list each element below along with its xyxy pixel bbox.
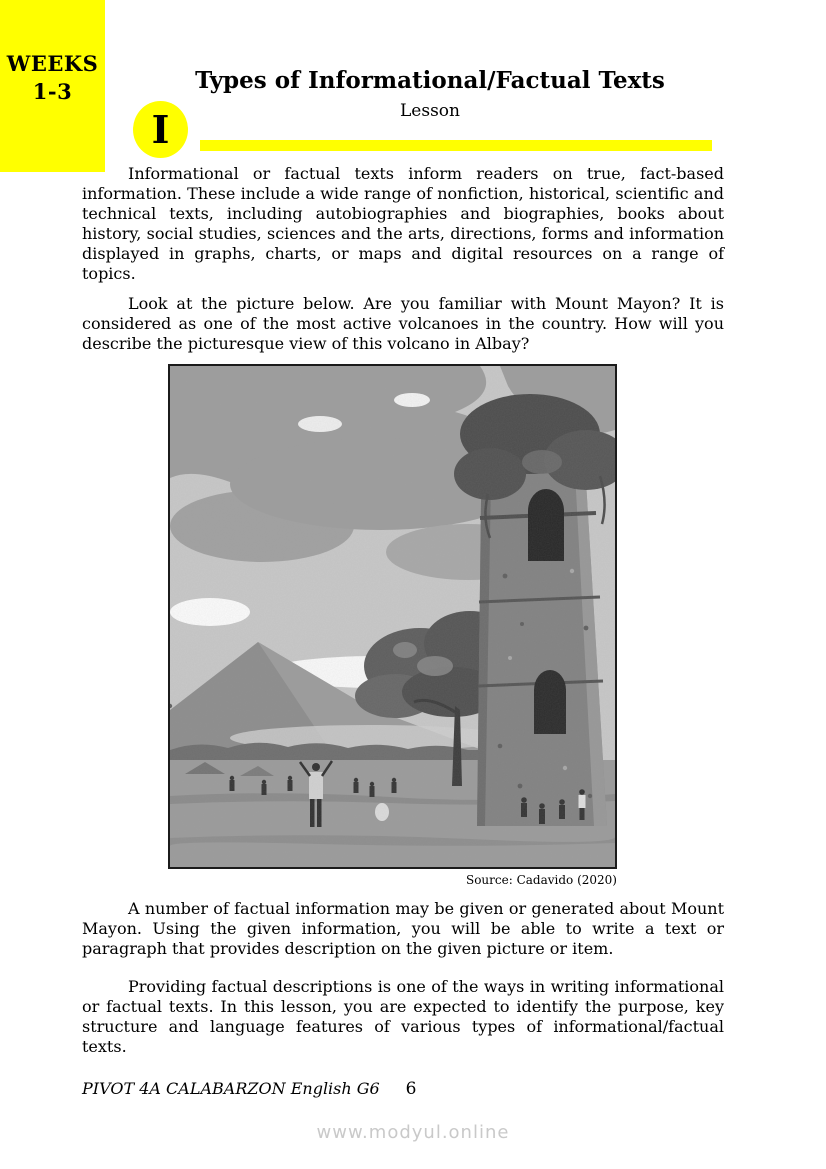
lesson-subtitle: Lesson (400, 101, 460, 121)
title-underline-bar (200, 140, 712, 151)
week-badge (0, 0, 105, 172)
week-badge-line2: 1-3 (32, 79, 73, 104)
mayon-cagsawa-photo (170, 366, 615, 867)
page-title: Types of Informational/Factual Texts (195, 67, 665, 94)
page-number: 6 (405, 1079, 417, 1099)
figure (168, 364, 623, 888)
watermark: www.modyul.online (316, 1122, 510, 1143)
paragraph-factual-info: A number of factual information may be given or generated about Mount Mayon. Using the given information, you will be able to write a text or paragraph that provides description on the given picture or item. (82, 899, 724, 958)
paragraph-look-picture: Look at the picture below. Are you familiar with Mount Mayon? It is considered as one of the most active volcanoes in the country. How will you describe the picturesque view of this volcano in Albay? (82, 294, 724, 353)
lesson-initial-circle (133, 101, 188, 158)
photo-grain (170, 366, 615, 867)
body-text (82, 164, 724, 1067)
figure-frame (168, 364, 617, 869)
lesson-initial: I (151, 106, 170, 152)
page-footer (82, 1078, 724, 1102)
week-badge-line1: WEEKS (6, 51, 99, 76)
figure-caption: Source: Cadavido (2020) (465, 873, 617, 887)
paragraph-intro: Informational or factual texts inform readers on true, fact-based information. These include a wide range of nonfiction, historical, scientific and technical texts, including autobiographies and biographies, books about history, social studies, sciences and the arts, directions, forms and information displayed in graphs, charts, or maps and digital resources on a range of topics. (82, 164, 724, 283)
paragraph-lesson-goal: Providing factual descriptions is one of the ways in writing informational or factual texts. In this lesson, you are expected to identify the purpose, key structure and language features of various types of informational/factual texts. (82, 977, 724, 1056)
footer-book-title: PIVOT 4A CALABARZON English G6 (82, 1079, 380, 1098)
